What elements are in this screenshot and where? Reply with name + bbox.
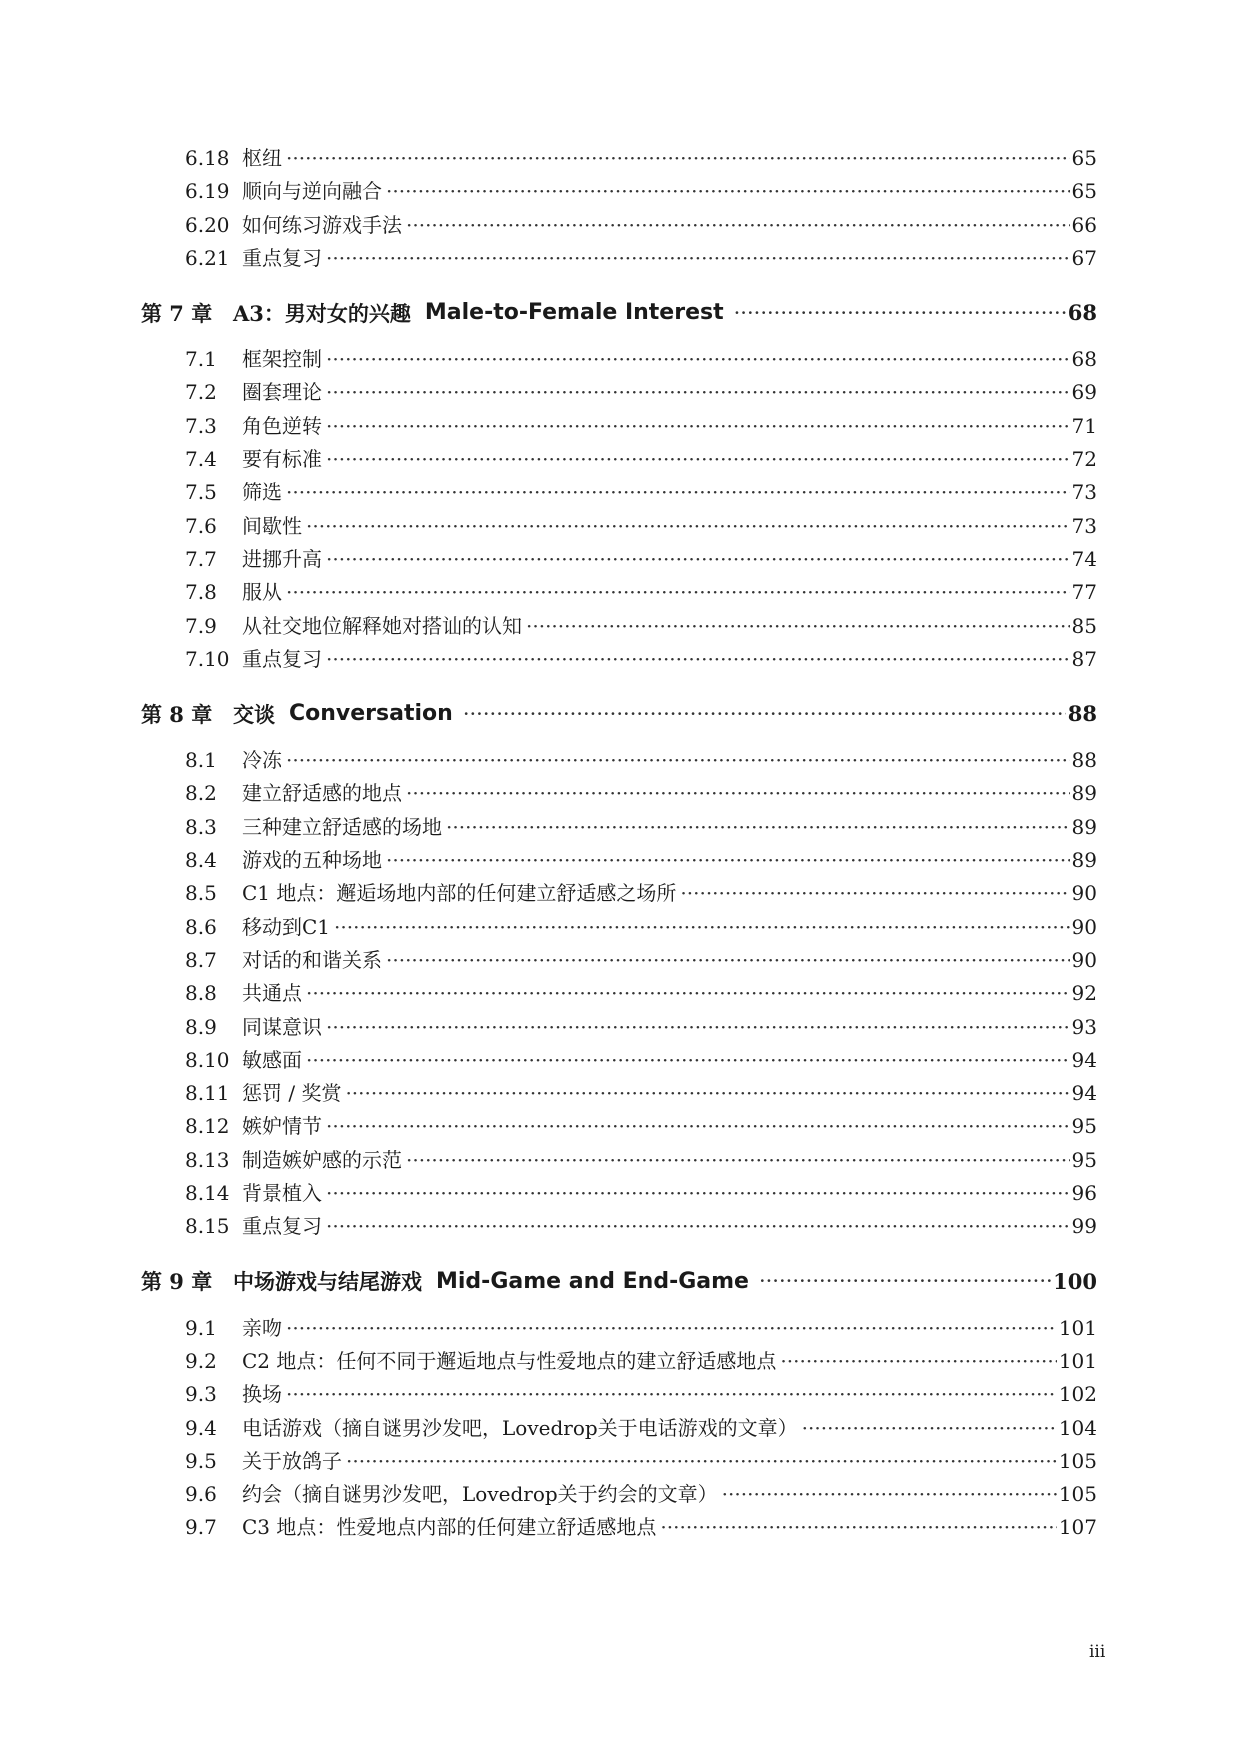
section-page: 67 [1071, 245, 1097, 270]
section-title: 枢纽 [242, 146, 282, 170]
toc-section-row [141, 643, 1097, 676]
toc-section-row [141, 610, 1097, 643]
toc-section-row [141, 209, 1097, 242]
section-page: 90 [1071, 947, 1097, 972]
toc-section-row [141, 376, 1097, 409]
section-number: 8.3 [185, 814, 217, 839]
toc-section-row [141, 777, 1097, 810]
section-page: 89 [1071, 814, 1097, 839]
toc-section-row [141, 476, 1097, 509]
toc-section-row [141, 1511, 1097, 1544]
dot-leader [722, 1482, 1057, 1506]
section-page: 88 [1071, 748, 1097, 773]
dot-leader [680, 881, 1069, 905]
section-number: 9.1 [185, 1315, 217, 1340]
section-title: 角色逆转 [242, 413, 322, 438]
dot-leader [406, 1148, 1070, 1172]
dot-leader [802, 1416, 1057, 1440]
dot-leader [326, 414, 1070, 438]
section-title: 从社交地位解释她对搭讪的认知 [242, 613, 522, 638]
section-number: 7.10 [185, 646, 230, 671]
section-title: 进挪升高 [242, 546, 322, 571]
dot-leader [326, 380, 1070, 404]
dot-leader [759, 1269, 1051, 1293]
section-number: 9.7 [185, 1515, 217, 1540]
section-page: 68 [1071, 347, 1097, 372]
chapter-title: A3：男对女的兴趣 [233, 300, 411, 326]
section-number: 7.2 [185, 380, 217, 405]
section-title: 游戏的五种场地 [242, 848, 382, 873]
section-title: 嫉妒情节 [242, 1114, 322, 1139]
dot-leader [326, 1181, 1070, 1205]
section-title: 重点复习 [242, 1214, 322, 1239]
section-page: 66 [1071, 212, 1097, 237]
toc-section-row [141, 576, 1097, 609]
toc-section-row [141, 877, 1097, 910]
toc-section-row [141, 1210, 1097, 1243]
toc-section-row [141, 410, 1097, 443]
toc-section-row [141, 443, 1097, 476]
section-number: 6.19 [185, 179, 230, 204]
dot-leader [406, 213, 1070, 237]
section-number: 6.21 [185, 245, 230, 270]
dot-leader [326, 647, 1070, 671]
section-title: 惩罚 / 奖赏 [242, 1081, 342, 1106]
section-number: 7.4 [185, 447, 217, 472]
section-page: 93 [1071, 1014, 1097, 1039]
dot-leader [306, 1048, 1070, 1072]
section-page: 89 [1071, 781, 1097, 806]
toc-section-row [141, 343, 1097, 376]
section-page: 105 [1058, 1482, 1097, 1507]
dot-leader [326, 1114, 1070, 1138]
toc-section-row [141, 1077, 1097, 1110]
page-number: iii [1089, 1642, 1106, 1662]
section-page: 69 [1071, 380, 1097, 405]
chapter-title-english: Mid-Game and End-Game [436, 1268, 749, 1294]
section-number: 9.2 [185, 1348, 217, 1373]
section-number: 8.4 [185, 848, 217, 873]
toc-chapter-row [141, 1255, 1097, 1308]
section-page: 107 [1058, 1515, 1097, 1540]
toc-section-row [141, 911, 1097, 944]
toc-section-row [141, 811, 1097, 844]
toc-chapter-row [141, 286, 1097, 339]
section-title: 间歇性 [242, 513, 302, 538]
section-number: 6.20 [185, 212, 230, 237]
section-title: 换场 [242, 1382, 282, 1407]
section-page: 96 [1071, 1181, 1097, 1206]
section-title: 顺向与逆向融合 [242, 179, 382, 204]
dot-leader [346, 1449, 1057, 1473]
section-page: 101 [1058, 1348, 1097, 1373]
section-number: 8.15 [185, 1214, 230, 1239]
section-page: 95 [1071, 1114, 1097, 1139]
toc-section-row [141, 242, 1097, 275]
toc-section-row [141, 844, 1097, 877]
dot-leader [286, 1382, 1057, 1406]
toc-section-row [141, 1177, 1097, 1210]
section-title: 敏感面 [242, 1047, 302, 1072]
section-page: 73 [1071, 513, 1097, 538]
toc-section-row [141, 1144, 1097, 1177]
chapter-title: 中场游戏与结尾游戏 [233, 1269, 422, 1295]
chapter-title-english: Conversation [289, 701, 453, 727]
chapter-page: 100 [1053, 1268, 1097, 1294]
section-page: 99 [1071, 1214, 1097, 1239]
dot-leader [446, 815, 1070, 839]
section-title: 关于放鸽子 [242, 1448, 342, 1473]
toc-section-row [141, 1312, 1097, 1345]
toc-section-row [141, 1445, 1097, 1478]
section-page: 85 [1071, 613, 1097, 638]
section-number: 9.6 [185, 1482, 217, 1507]
section-page: 102 [1058, 1382, 1097, 1407]
dot-leader [386, 848, 1070, 872]
dot-leader [306, 981, 1070, 1005]
toc-section-row [141, 1011, 1097, 1044]
table-of-contents [141, 142, 1097, 1545]
section-title: 圈套理论 [242, 380, 322, 405]
section-page: 71 [1071, 413, 1097, 438]
section-number: 9.5 [185, 1448, 217, 1473]
chapter-page: 88 [1067, 701, 1097, 727]
section-page: 74 [1071, 546, 1097, 571]
dot-leader [780, 1349, 1056, 1373]
section-page: 77 [1071, 580, 1097, 605]
dot-leader [526, 614, 1070, 638]
section-number: 8.8 [185, 981, 217, 1006]
dot-leader [386, 179, 1070, 203]
section-title: 重点复习 [242, 646, 322, 671]
section-page: 87 [1071, 646, 1097, 671]
section-title: C2 地点：任何不同于邂逅地点与性爱地点的建立舒适感地点 [242, 1348, 777, 1373]
section-number: 8.11 [185, 1081, 230, 1106]
section-title: 框架控制 [242, 347, 322, 372]
section-title: 冷冻 [242, 748, 282, 773]
toc-section-row [141, 142, 1097, 175]
section-number: 7.1 [185, 347, 217, 372]
section-page: 95 [1071, 1147, 1097, 1172]
section-title: 重点复习 [242, 245, 322, 270]
dot-leader [734, 301, 1066, 325]
section-title: 亲吻 [242, 1315, 282, 1340]
toc-section-row [141, 1378, 1097, 1411]
section-number: 8.6 [185, 914, 217, 939]
section-title: 如何练习游戏手法 [242, 212, 402, 237]
dot-leader [334, 915, 1070, 939]
section-page: 94 [1071, 1047, 1097, 1072]
section-number: 9.4 [185, 1415, 217, 1440]
section-page: 72 [1071, 447, 1097, 472]
section-title: 建立舒适感的地点 [242, 781, 402, 806]
section-number: 8.13 [185, 1147, 230, 1172]
dot-leader [463, 702, 1066, 726]
section-page: 89 [1071, 848, 1097, 873]
toc-section-row [141, 1044, 1097, 1077]
section-title: 对话的和谐关系 [242, 947, 382, 972]
dot-leader [326, 246, 1070, 270]
dot-leader [286, 748, 1070, 772]
section-number: 8.5 [185, 881, 217, 906]
section-number: 8.12 [185, 1114, 230, 1139]
section-number: 8.7 [185, 947, 217, 972]
toc-section-row [141, 1412, 1097, 1445]
section-number: 7.8 [185, 580, 217, 605]
toc-section-row [141, 543, 1097, 576]
section-number: 8.10 [185, 1047, 230, 1072]
dot-leader [660, 1515, 1056, 1539]
dot-leader [286, 480, 1070, 504]
dot-leader [345, 1081, 1069, 1105]
section-number: 8.2 [185, 781, 217, 806]
section-title: C1 地点：邂逅场地内部的任何建立舒适感之场所 [242, 881, 677, 906]
dot-leader [386, 948, 1070, 972]
section-title: 三种建立舒适感的场地 [242, 814, 442, 839]
chapter-title-english: Male-to-Female Interest [424, 300, 724, 326]
section-title: 要有标准 [242, 447, 322, 472]
toc-section-row [141, 1345, 1097, 1378]
section-page: 94 [1071, 1081, 1097, 1106]
toc-section-row [141, 1110, 1097, 1143]
section-title: 电话游戏（摘自谜男沙发吧，Lovedrop关于电话游戏的文章） [242, 1415, 798, 1440]
toc-section-row [141, 744, 1097, 777]
section-page: 65 [1071, 179, 1097, 204]
section-title: 筛选 [242, 480, 282, 505]
section-number: 7.6 [185, 513, 217, 538]
section-number: 7.9 [185, 613, 217, 638]
toc-section-row [141, 977, 1097, 1010]
toc-section-row [141, 944, 1097, 977]
chapter-label: 第 7 章 [141, 300, 213, 326]
toc-section-row [141, 510, 1097, 543]
dot-leader [326, 1015, 1070, 1039]
dot-leader [326, 347, 1070, 371]
section-page: 90 [1071, 914, 1097, 939]
section-number: 9.3 [185, 1382, 217, 1407]
toc-chapter-row [141, 687, 1097, 740]
section-number: 8.9 [185, 1014, 217, 1039]
chapter-page: 68 [1067, 300, 1097, 326]
chapter-title: 交谈 [233, 701, 275, 727]
section-number: 8.1 [185, 748, 217, 773]
dot-leader [326, 547, 1070, 571]
section-page: 90 [1071, 881, 1097, 906]
dot-leader [406, 781, 1070, 805]
dot-leader [326, 447, 1070, 471]
section-number: 7.3 [185, 413, 217, 438]
section-title: 背景植入 [242, 1181, 322, 1206]
section-title: 共通点 [242, 981, 302, 1006]
section-page: 101 [1058, 1315, 1097, 1340]
section-page: 92 [1071, 981, 1097, 1006]
section-number: 6.18 [185, 146, 230, 170]
section-page: 105 [1058, 1448, 1097, 1473]
dot-leader [286, 1316, 1057, 1340]
section-number: 8.14 [185, 1181, 230, 1206]
section-number: 7.7 [185, 546, 217, 571]
dot-leader [326, 1214, 1070, 1238]
toc-section-row [141, 1478, 1097, 1511]
dot-leader [286, 146, 1070, 170]
section-number: 7.5 [185, 480, 217, 505]
section-title: 同谋意识 [242, 1014, 322, 1039]
section-page: 104 [1058, 1415, 1097, 1440]
chapter-label: 第 9 章 [141, 1269, 213, 1295]
dot-leader [306, 514, 1070, 538]
section-title: 移动到C1 [242, 914, 331, 939]
chapter-label: 第 8 章 [141, 701, 213, 727]
section-page: 73 [1071, 480, 1097, 505]
section-title: 制造嫉妒感的示范 [242, 1147, 402, 1172]
dot-leader [286, 580, 1070, 604]
section-page: 65 [1071, 146, 1097, 170]
section-title: C3 地点：性爱地点内部的任何建立舒适感地点 [242, 1515, 657, 1540]
section-title: 约会（摘自谜男沙发吧，Lovedrop关于约会的文章） [242, 1482, 718, 1507]
toc-section-row [141, 175, 1097, 208]
section-title: 服从 [242, 580, 282, 605]
